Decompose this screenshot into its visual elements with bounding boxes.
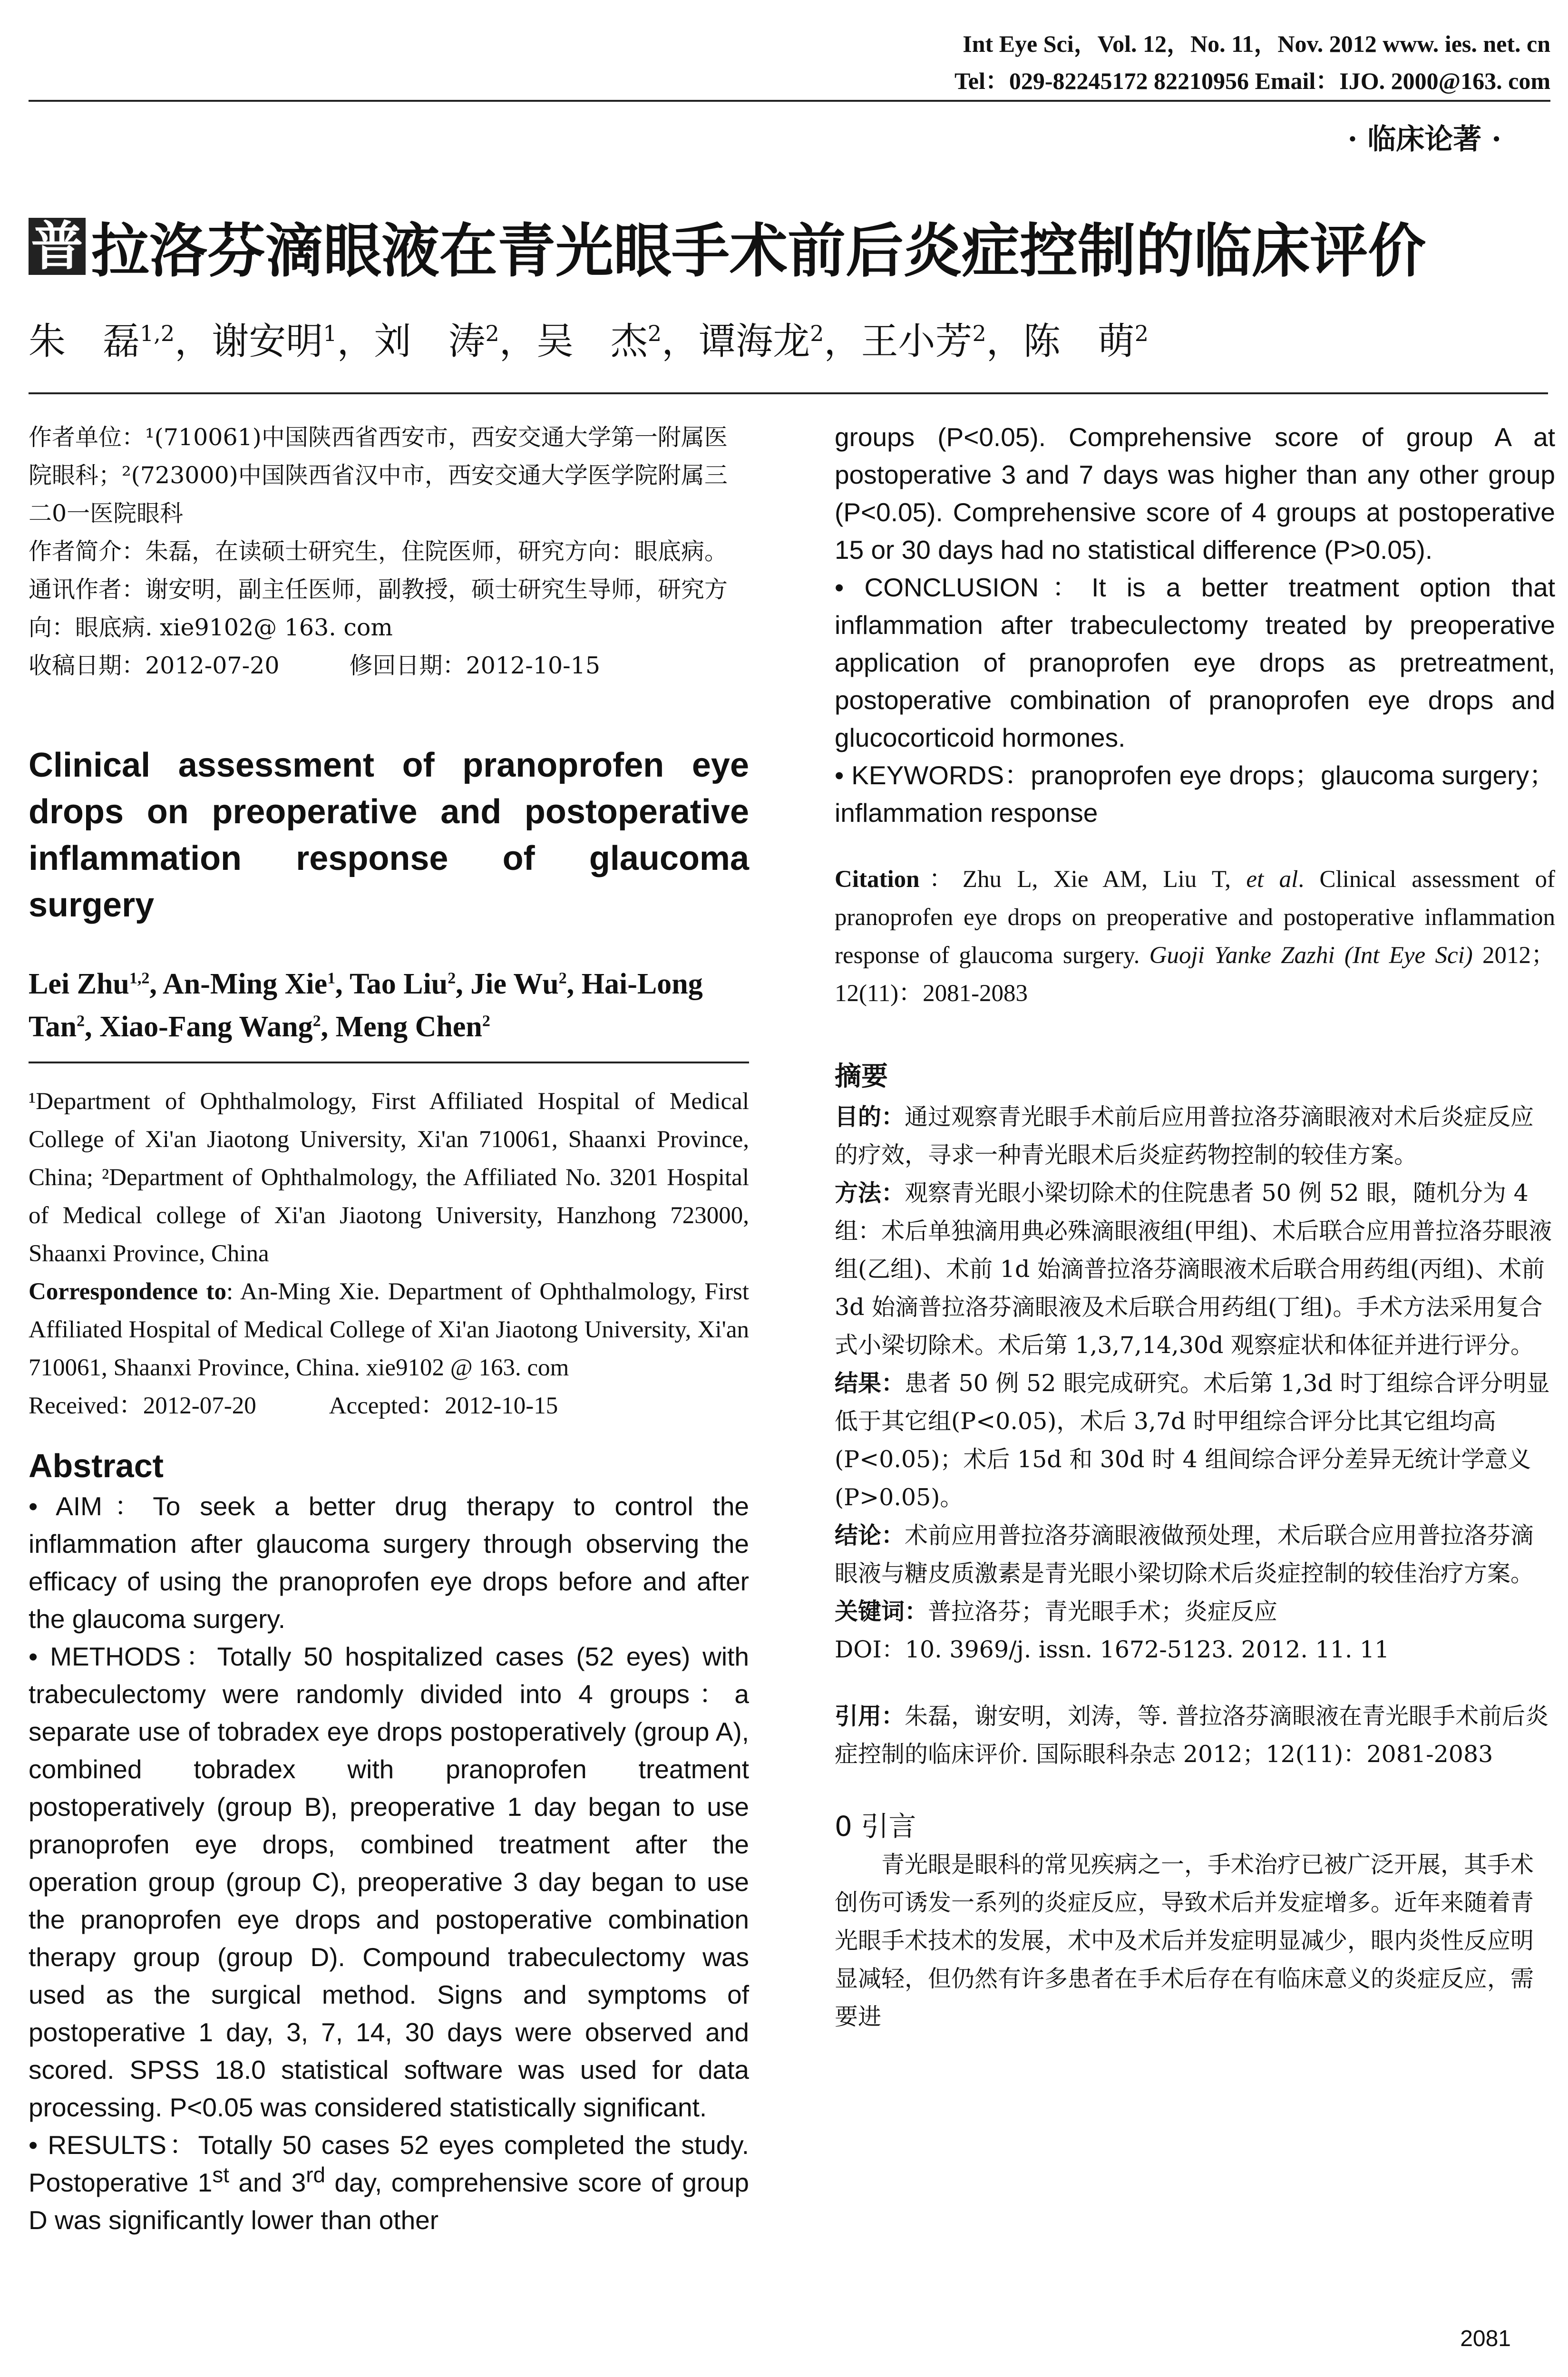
citation-text-b: . Clinical assessment of pranoprofen eye drops on preoperative and postoperative inflammation response of glaucoma surgery. xyxy=(835,866,1555,969)
abstract-keywords: • KEYWORDS：pranoprofen eye drops；glaucoma surgery；inflammation response xyxy=(835,760,1555,828)
title-drop-mark: 普 xyxy=(29,218,86,275)
results-label-cn: 结果： xyxy=(835,1370,905,1397)
methods-text-cn: 观察青光眼小梁切除术的住院患者 50 例 52 眼，随机分为 4 组：术后单独滴用典必殊滴眼液组(甲组)、术后联合应用普拉洛芬眼液组(乙组)、术前 1d 始滴普拉洛芬滴眼液术后联合用药组(丙组)、术前 3d 始滴普拉洛芬滴眼液及术后联合用药组(丁组)。手术方法采用复合式小梁切除术。术后第 1,3,7,14,30d 观察症状和体征并进行评分。 xyxy=(835,1179,1552,1359)
author-affil-sup: 2 xyxy=(647,321,662,346)
introduction-text: 青光眼是眼科的常见疾病之一，手术治疗已被广泛开展，其手术创伤可诱发一系列的炎症反应，导致术后并发症增多。近年来随着青光眼手术技术的发展，术中及术后并发症明显减少，眼内炎性反应明显减轻，但仍然有许多患者在手术后存在有临床意义的炎症反应，需要进 xyxy=(835,1851,1534,2030)
citation-en xyxy=(835,860,1555,1013)
conclusion-text-cn: 术前应用普拉洛芬滴眼液做预处理，术后联合应用普拉洛芬滴眼液与糖皮质激素是青光眼小梁切除术后炎症控制的较佳治疗方案。 xyxy=(835,1522,1534,1587)
author-en: Jie Wu xyxy=(470,968,559,1000)
author-cn: 王小芳 xyxy=(861,320,973,363)
results-text-a: • RESULTS：Totally 50 cases 52 eyes completed the study. Postoperative 1 xyxy=(29,2130,749,2197)
methods-label-cn: 方法： xyxy=(835,1179,905,1207)
author-en-sup: 2 xyxy=(312,1012,321,1030)
author-cn: 朱 磊 xyxy=(29,320,140,363)
author-list-cn: 朱 磊$^{1,2}$，谢安明$^1$，刘 涛$^2$，吴 杰$^2$，谭海龙$^2$，王小芳$^2$，陈 萌$^2$ xyxy=(29,320,1149,363)
abstract-results xyxy=(29,2126,749,2239)
keywords-label-cn: 关键词： xyxy=(835,1598,928,1625)
author-en-sup: 1 xyxy=(327,969,336,987)
paper-title: 拉洛芬滴眼液在青光眼手术前后炎症控制的临床评价 xyxy=(91,217,1426,285)
citation-text-cn: 朱磊，谢安明，刘涛，等. 普拉洛芬滴眼液在青光眼手术前后炎症控制的临床评价. 国际眼科杂志 2012；12(11)：2081-2083 xyxy=(835,1703,1549,1768)
citation-label: Citation xyxy=(835,866,920,893)
affiliation-cn: 作者单位：¹(710061)中国陕西省西安市，西安交通大学第一附属医院眼科；²(723000)中国陕西省汉中市，西安交通大学医学院附属三二0一医院眼科 xyxy=(29,424,728,527)
author-cn: 刘 涛 xyxy=(374,320,486,363)
citation-etal: et al xyxy=(1246,866,1298,893)
author-en-sup: 2 xyxy=(558,969,567,987)
authors-rule xyxy=(29,1062,749,1063)
citation-text-c: 2012；12(11)：2081-2083 xyxy=(835,942,1555,1007)
author-en-sup: 2 xyxy=(77,1012,85,1030)
front-matter-cn xyxy=(29,419,749,685)
results-text-c: day, comprehensive score of group D was significantly lower than other xyxy=(29,2168,749,2235)
header-rule xyxy=(29,100,1550,102)
english-title: Clinical assessment of pranoprofen eye drops on preoperative and postoperative inflammation response of glaucoma surgery xyxy=(29,746,749,924)
results-sup-rd: rd xyxy=(306,2163,325,2187)
author-en: Xiao-Fang Wang xyxy=(99,1011,313,1043)
author-list-en: Lei Zhu$^{1,2}$, An-Ming Xie$^1$, Tao Liu$^2$, Jie Wu$^2$, Hai-Long Tan$^2$, Xiao-Fang Wang$^2$, Meng Chen$^2$ xyxy=(29,968,703,1043)
author-en-sup: 2 xyxy=(482,1012,490,1030)
results-sup-st: st xyxy=(212,2163,229,2187)
author-en-sup: 1,2 xyxy=(129,969,150,987)
doi: DOI：10. 3969/j. issn. 1672-5123. 2012. 11. 11 xyxy=(835,1636,1390,1663)
aim-label-cn: 目的： xyxy=(835,1103,905,1130)
results-text-b: and 3 xyxy=(229,2168,306,2197)
author-bio-cn: 作者简介：朱磊，在读硕士研究生，住院医师，研究方向：眼底病。 xyxy=(29,538,728,565)
aim-text-cn: 通过观察青光眼手术前后应用普拉洛芬滴眼液对术后炎症反应的疗效，寻求一种青光眼术后炎症药物控制的较佳方案。 xyxy=(835,1103,1534,1169)
author-en-sup: 2 xyxy=(448,969,456,987)
author-affil-sup: 2 xyxy=(485,321,499,346)
abstract-body xyxy=(29,1488,749,2239)
abstract-cn-aim xyxy=(835,1098,1555,1174)
abstract-cn-methods xyxy=(835,1174,1555,1364)
journal-volume-line: Int Eye Sci，Vol. 12，No. 11，Nov. 2012 www. ies. net. cn xyxy=(963,30,1550,57)
author-cn: 谭海龙 xyxy=(699,320,810,363)
author-en: Lei Zhu xyxy=(29,968,129,1000)
abstract-methods: • METHODS：Totally 50 hospitalized cases (52 eyes) with trabeculectomy were randomly divided into 4 groups：a separate use of tobradex eye drops postoperatively (group A), combined tobradex with pranoprofen treatment postoperatively (group B), preoperative 1 day began to use pranoprofen eye drops, combined treatment after the operation group (group C), preoperative 3 day began to use the pranoprofen eye drops and postoperative combination therapy group (group D). Compound trabeculectomy was used as the surgical method. Signs and symptoms of postoperative 1 day, 3, 7, 14, 30 days were observed and scored. SPSS 18.0 statistical software was used for data processing. P<0.05 was considered statistically significant. xyxy=(29,1642,749,2122)
citation-journal: Guoji Yanke Zazhi (Int Eye Sci) xyxy=(1149,942,1473,969)
dates-en: Received：2012-07-20 Accepted：2012-10-15 xyxy=(29,1393,558,1419)
dates-cn: 收稿日期：2012-07-20 修回日期：2012-10-15 xyxy=(29,652,601,679)
affiliation-en: ¹Department of Ophthalmology, First Affiliated Hospital of Medical College of Xi'an Jiaotong University, Xi'an 710061, Shaanxi Province, China; ²Department of Ophthalmology, the Affiliated No. 3201 Hospital of Medical college of Xi'an Jiaotong University, Hanzhong 723000, Shaanxi Province, China xyxy=(29,1088,749,1267)
citation-cn xyxy=(835,1697,1555,1773)
introduction-heading: 0 引言 xyxy=(835,1810,916,1842)
corresponding-author-cn: 通讯作者：谢安明，副主任医师，副教授，硕士研究生导师，研究方向：眼底病. xie9102@ 163. com xyxy=(29,576,728,641)
author-cn: 谢安明 xyxy=(212,320,323,363)
author-affil-sup: 1 xyxy=(323,321,337,346)
author-en: Tao Liu xyxy=(350,968,448,1000)
abstract-conclusion: • CONCLUSION：It is a better treatment option that inflammation after trabeculectomy treated by preoperative application of pranoprofen eye drops as pretreatment, postoperative combination of pranoprofen eye drops and glucocorticoid hormones. xyxy=(835,573,1555,752)
author-affil-sup: 1,2 xyxy=(140,321,175,346)
author-affil-sup: 2 xyxy=(1134,321,1149,346)
correspondence-en xyxy=(29,1273,749,1387)
left-column xyxy=(29,419,749,2239)
results-text-cn: 患者 50 例 52 眼完成研究。术后第 1,3d 时丁组综合评分明显低于其它组(P<0.05)，术后 3,7d 时甲组综合评分比其它组均高(P<0.05)；术后 15d 和 30d 时 4 组间综合评分差异无统计学意义(P>0.05)。 xyxy=(835,1370,1550,1511)
author-affil-sup: 2 xyxy=(810,321,824,346)
abstract-heading: Abstract xyxy=(29,1447,164,1484)
running-header xyxy=(29,10,1550,105)
correspondence-label: Correspondence to xyxy=(29,1278,227,1305)
abstract-cn-conclusion xyxy=(835,1517,1555,1593)
correspondence-text: : An-Ming Xie. Department of Ophthalmology, First Affiliated Hospital of Medical College of Xi'an Jiaotong University, Xi'an 710061, Shaanxi Province, China. xie9102 @ 163. com xyxy=(29,1278,750,1381)
page-number: 2081 xyxy=(1460,2326,1511,2351)
abstract-cn xyxy=(835,1098,1555,1669)
author-en: Hai-Long Tan xyxy=(29,968,703,1043)
section-label: · 临床论著 · xyxy=(1347,123,1501,156)
abstract-continued xyxy=(835,419,1555,832)
author-affil-sup: 2 xyxy=(972,321,986,346)
title-rule xyxy=(29,392,1548,394)
citation-label-cn: 引用： xyxy=(835,1703,905,1730)
abstract-cn-keywords xyxy=(835,1593,1555,1631)
journal-contact-line: Tel：029-82245172 82210956 Email：IJO. 2000@163. com xyxy=(954,68,1550,94)
keywords-text-cn: 普拉洛芬；青光眼手术；炎症反应 xyxy=(928,1598,1278,1625)
abstract-aim: • AIM：To seek a better drug therapy to control the inflammation after glaucoma surgery through observing the efficacy of using the pranoprofen eye drops before and after the glaucoma surgery. xyxy=(29,1491,749,1634)
citation-text-a: ：Zhu L, Xie AM, Liu T, xyxy=(919,866,1247,893)
front-matter-en xyxy=(29,1082,749,1425)
right-column xyxy=(835,419,1555,2036)
author-en: An-Ming Xie xyxy=(163,968,328,1000)
conclusion-label-cn: 结论： xyxy=(835,1522,905,1549)
author-en: Meng Chen xyxy=(335,1011,482,1043)
abstract-cn-heading: 摘要 xyxy=(835,1061,888,1092)
abstract-results-continued: groups (P<0.05). Comprehensive score of group A at postoperative 3 and 7 days was higher than any other group (P<0.05). Comprehensive score of 4 groups at postoperative 15 or 30 days had no statistical difference (P>0.05). xyxy=(835,422,1555,565)
title-block xyxy=(29,205,1541,288)
abstract-cn-results xyxy=(835,1364,1555,1517)
author-cn: 吴 杰 xyxy=(536,320,648,363)
author-cn: 陈 萌 xyxy=(1023,320,1135,363)
